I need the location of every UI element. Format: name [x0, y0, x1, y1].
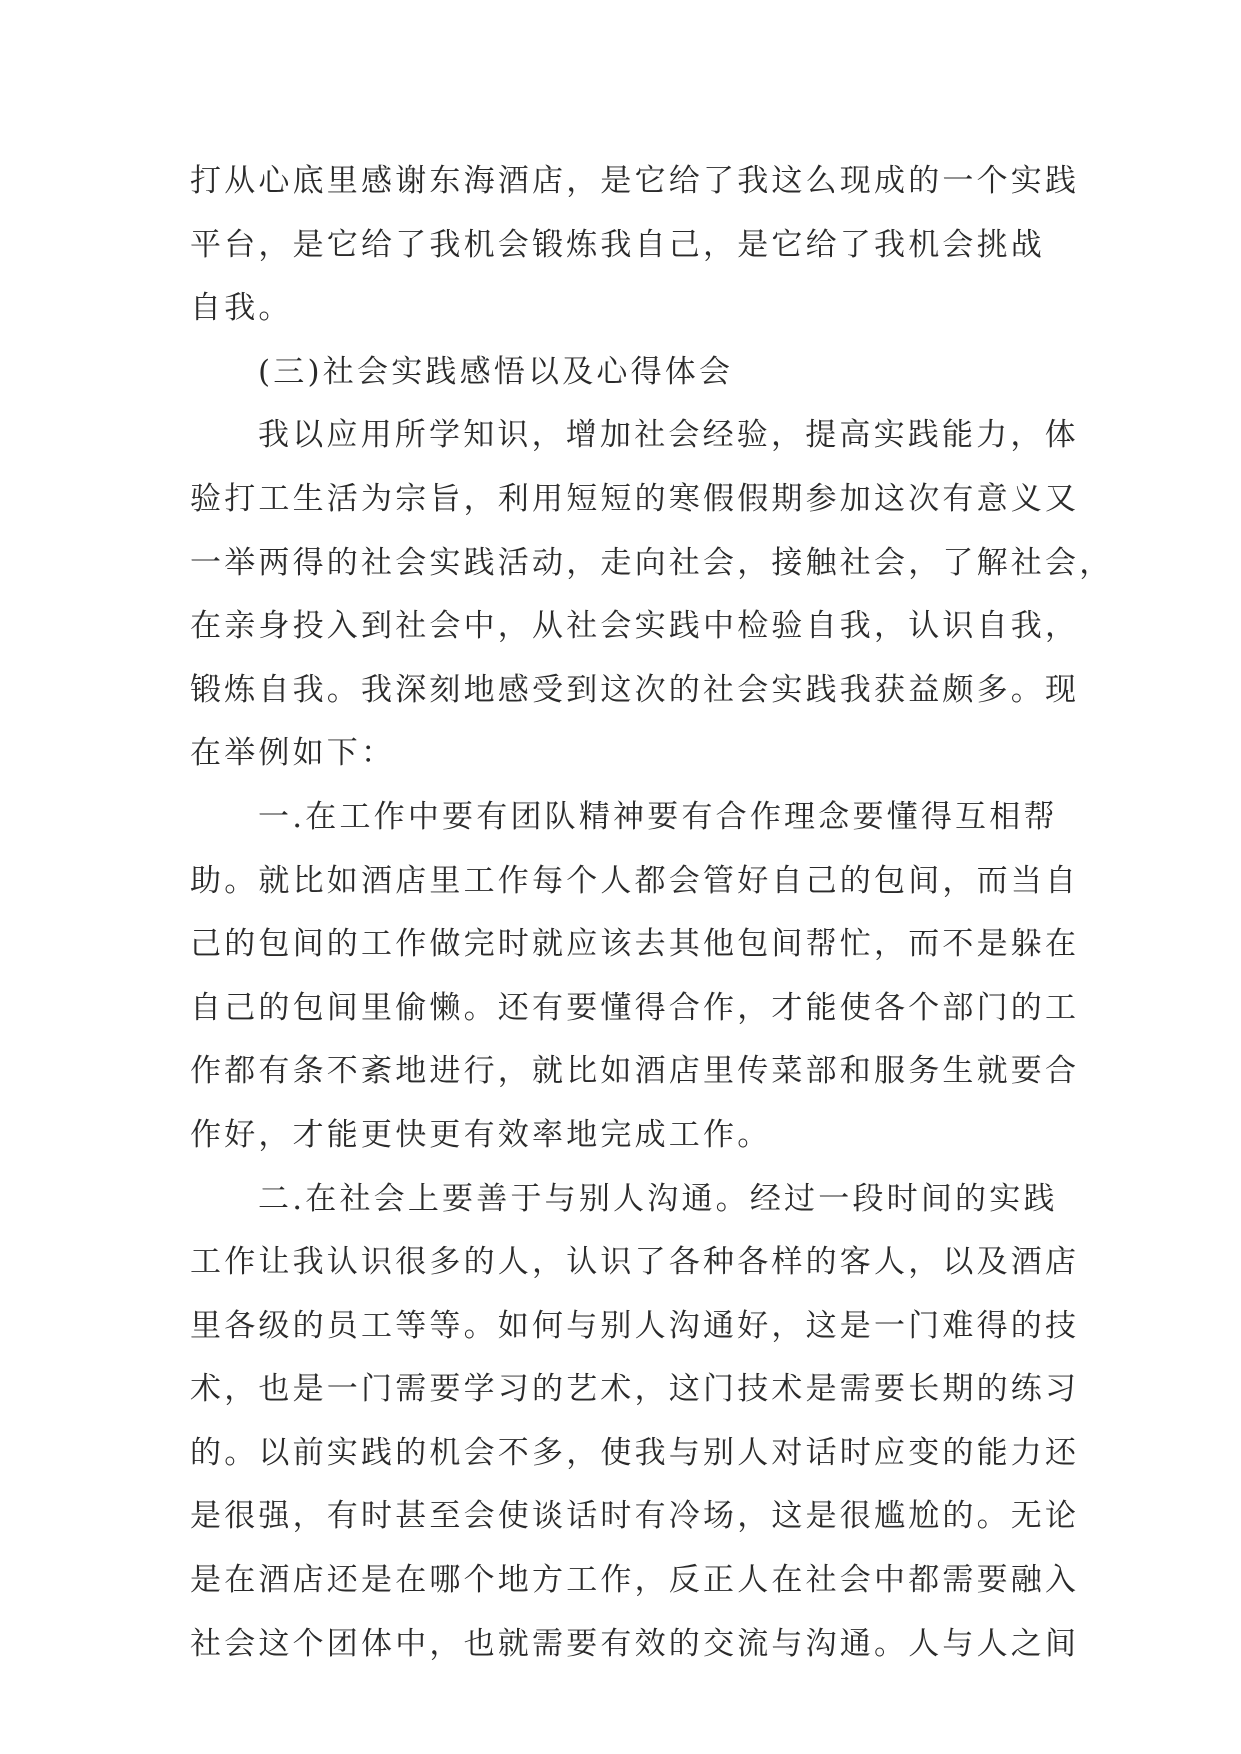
paragraph-line: 己的包间的工作做完时就应该去其他包间帮忙，而不是躲在 — [190, 926, 1080, 963]
document-body — [190, 150, 1114, 1676]
paragraph-line: 作都有条不紊地进行，就比如酒店里传菜部和服务生就要合 — [190, 1053, 1080, 1090]
paragraph-line: 是在酒店还是在哪个地方工作，反正人在社会中都需要融入 — [190, 1562, 1080, 1599]
paragraph-line: 的。以前实践的机会不多，使我与别人对话时应变的能力还 — [190, 1434, 1080, 1471]
paragraph-line: 作好，才能更快更有效率地完成工作。 — [190, 1116, 772, 1153]
paragraph-line: 社会这个团体中，也就需要有效的交流与沟通。人与人之间 — [190, 1625, 1080, 1662]
paragraph-line: 一.在工作中要有团队精神要有合作理念要懂得互相帮 — [258, 798, 1058, 835]
paragraph-line: 里各级的员工等等。如何与别人沟通好，这是一门难得的技 — [190, 1307, 1080, 1344]
paragraph-line: 自我。 — [190, 290, 293, 327]
paragraph-line: 打从心底里感谢东海酒店，是它给了我这么现成的一个实践 — [190, 163, 1080, 199]
paragraph-line: 自己的包间里偷懒。还有要懂得合作，才能使各个部门的工 — [190, 989, 1080, 1026]
paragraph-line: 助。就比如酒店里工作每个人都会管好自己的包间，而当自 — [190, 862, 1080, 899]
section-heading: (三)社会实践感悟以及心得体会 — [258, 353, 734, 390]
paragraph-line: 术，也是一门需要学习的艺术，这门技术是需要长期的练习 — [190, 1371, 1080, 1408]
paragraph-line: 在亲身投入到社会中，从社会实践中检验自我，认识自我， — [190, 608, 1080, 645]
paragraph-line: 验打工生活为宗旨，利用短短的寒假假期参加这次有意义又 — [190, 480, 1080, 517]
paragraph-line: 锻炼自我。我深刻地感受到这次的社会实践我获益颇多。现 — [190, 671, 1080, 708]
paragraph-line: 在举例如下： — [190, 735, 396, 772]
paragraph-line: 是很强，有时甚至会使谈话时有冷场，这是很尴尬的。无论 — [190, 1498, 1080, 1535]
paragraph-line: 一举两得的社会实践活动，走向社会，接触社会，了解社会， — [190, 544, 1114, 581]
paragraph-line: 我以应用所学知识，增加社会经验，提高实践能力，体 — [258, 417, 1079, 454]
paragraph-line: 二.在社会上要善于与别人沟通。经过一段时间的实践 — [258, 1180, 1058, 1217]
paragraph-line: 工作让我认识很多的人，认识了各种各样的客人，以及酒店 — [190, 1244, 1080, 1281]
paragraph-line: 平台，是它给了我机会锻炼我自己，是它给了我机会挑战 — [190, 226, 1045, 263]
